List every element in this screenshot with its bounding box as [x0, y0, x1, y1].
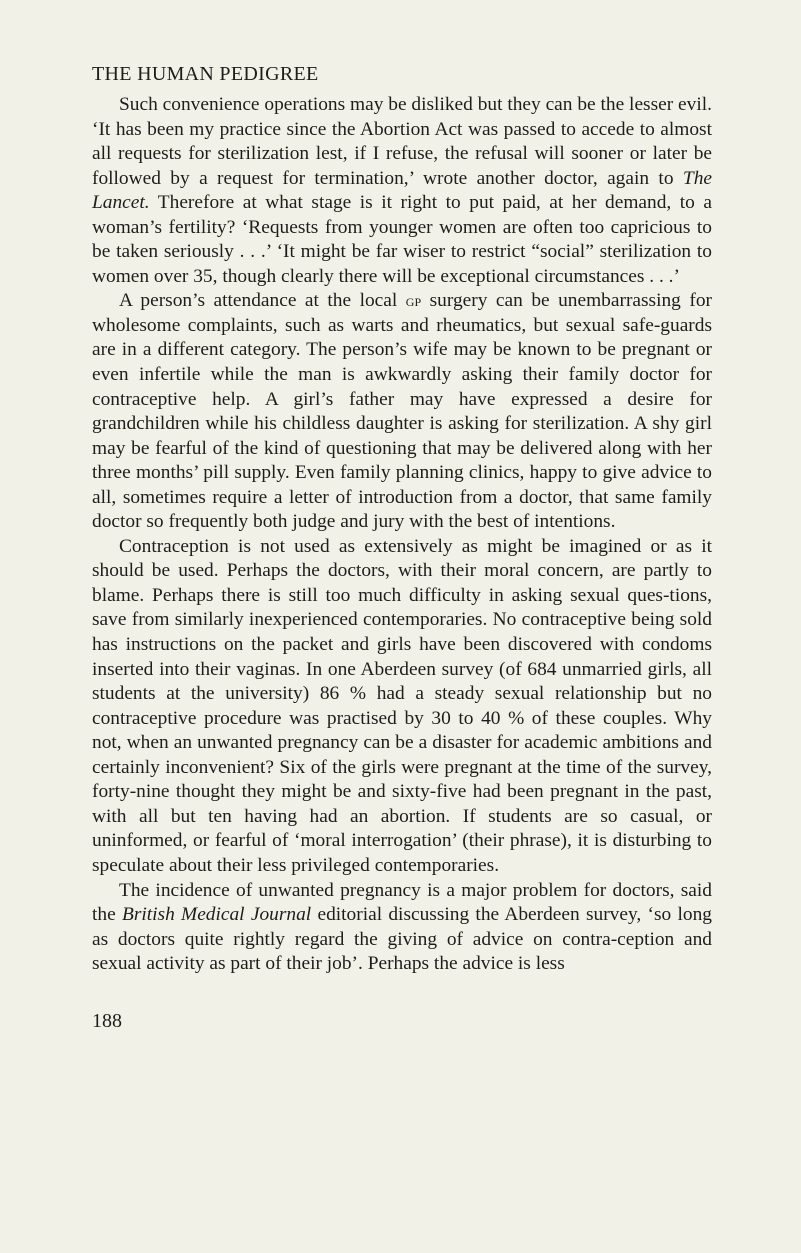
journal-title-bmj: British Medical Journal	[121, 904, 312, 926]
paragraph-1	[92, 93, 712, 289]
paragraph-2-text-a: A person’s attendance at the local	[119, 290, 406, 312]
journal-title-lancet: The Lancet.	[92, 167, 712, 214]
body-text	[92, 93, 712, 977]
paragraph-4-text-b: editorial discussing the Aberdeen survey, ‘so long as doctors quite rightly regard the giving of advice on contra-ception and sexual activity as part of their job’. Perhaps the advice is less	[92, 904, 712, 975]
paragraph-3	[92, 535, 712, 879]
paragraph-2	[92, 289, 712, 534]
page-number: 188	[92, 1010, 122, 1032]
paragraph-2-text-b: surgery can be unembarrassing for wholesome complaints, such as warts and rheumatics, but sexual safe-guards are in a different category. The person’s wife may be known to be pregnant or even infertile while the man is awkwardly asking their family doctor for contraceptive help. A girl’s father may have expressed a desire for grandchildren while his childless daughter is asking for sterilization. A shy girl may be fearful of the kind of questioning that may be delivered along with her three months’ pill supply. Even family planning clinics, happy to give advice to all, sometimes require a letter of introduction from a doctor, that same family doctor so frequently both judge and jury with the best of intentions.	[92, 290, 712, 533]
paragraph-1-text-a: Such convenience operations may be disliked but they can be the lesser evil. ‘It has been my practice since the Abortion Act was passed to accede to almost all requests for sterilization lest, if I refuse, the refusal will sooner or later be followed by a request for termination,’ wrote another doctor, again to	[92, 94, 712, 189]
gp-abbreviation: gp	[405, 291, 422, 311]
paragraph-1-text-b: Therefore at what stage is it right to put paid, at her demand, to a woman’s fertility? ‘Requests from younger women are often too capricious to be taken seriously . . .’ ‘It might be far wiser to restrict “social” sterilization to women over 35, though clearly there will be exceptional circumstances . . .’	[92, 192, 712, 287]
paragraph-4-text-a: The incidence of unwanted pregnancy is a major problem for doctors, said the	[92, 879, 712, 926]
paragraph-4	[92, 879, 712, 977]
paragraph-3-text: Contraception is not used as extensively as might be imagined or as it should be used. Perhaps the doctors, with their moral concern, are partly to blame. Perhaps there is still too much difficulty in asking sexual ques-tions, save from similarly inexperienced contemporaries. No contraceptive being sold has instructions on the packet and girls have been discovered with condoms inserted into their vaginas. In one Aberdeen survey (of 684 unmarried girls, all students at the university) 86 % had a steady sexual relationship but no contraceptive procedure was practised by 30 to 40 % of these couples. Why not, when an unwanted pregnancy can be a disaster for academic ambitions and certainly inconvenient? Six of the girls were pregnant at the time of the survey, forty-nine thought they might be and sixty-five had been pregnant in the past, with all but ten having had an abortion. If students are so casual, or uninformed, or fearful of ‘moral interrogation’ (their phrase), it is disturbing to speculate about their less privileged contemporaries.	[92, 535, 712, 876]
running-head: THE HUMAN PEDIGREE	[92, 63, 319, 85]
